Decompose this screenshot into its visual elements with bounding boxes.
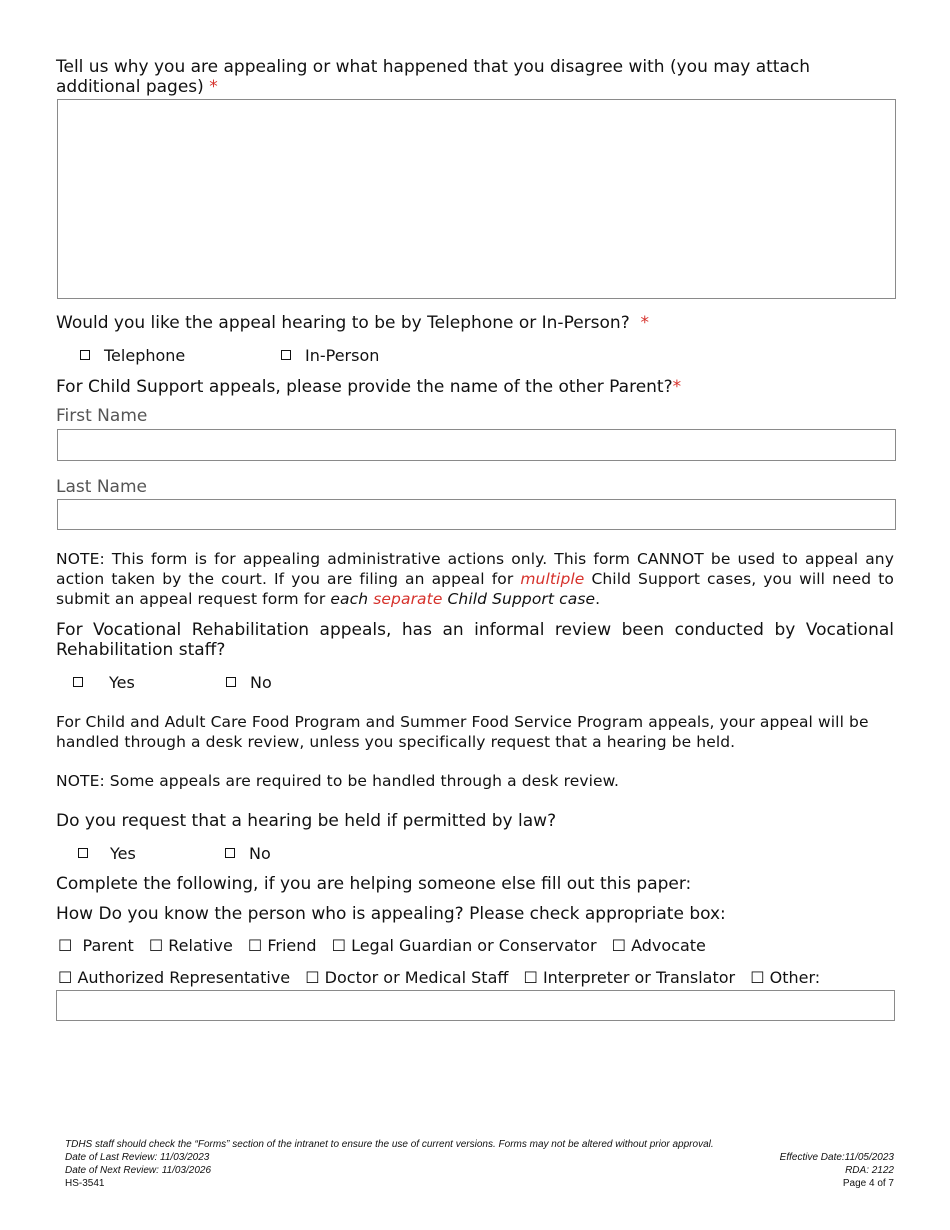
hearing-request-yes-option[interactable]: Yes	[78, 844, 136, 863]
relationship-doctor[interactable]: ☐ Doctor or Medical Staff	[305, 968, 509, 987]
voc-rehab-yes-option[interactable]: Yes	[73, 673, 135, 692]
desk-review-note: NOTE: Some appeals are required to be handled through a desk review.	[56, 772, 620, 790]
hearing-request-yes-checkbox[interactable]	[78, 848, 88, 858]
required-mark: *	[209, 77, 218, 97]
relationship-row-2	[58, 968, 830, 987]
relationship-friend[interactable]: ☐ Friend	[247, 936, 317, 955]
footer-form-number: HS-3541	[65, 1178, 105, 1189]
first-name-input[interactable]	[57, 429, 896, 461]
footer-notice: TDHS staff should check the “Forms” section of the intranet to ensure the use of current versions. Forms may not be altered without prior approval.	[65, 1139, 714, 1150]
in-person-option[interactable]: In-Person	[281, 346, 379, 365]
required-mark: *	[640, 313, 650, 333]
relationship-interpreter[interactable]: ☐ Interpreter or Translator	[523, 968, 736, 987]
relationship-other[interactable]: ☐ Other:	[750, 968, 821, 987]
hearing-request-question: Do you request that a hearing be held if permitted by law?	[56, 811, 557, 831]
first-name-label: First Name	[56, 406, 148, 426]
footer-page-number: Page 4 of 7	[842, 1178, 894, 1189]
footer-next-review: Date of Next Review: 11/03/2026	[65, 1165, 212, 1176]
court-note: NOTE: This form is for appealing administrative actions only. This form CANNOT be used to appeal any action taken by the court. If you are filing an appeal for multiple Child Support cases, you will need to submit an appeal request form for each separate Child Support case.	[56, 550, 894, 608]
relationship-row-1	[58, 936, 716, 955]
footer-last-review: Date of Last Review: 11/03/2023	[65, 1152, 210, 1163]
relationship-relative[interactable]: ☐ Relative	[148, 936, 233, 955]
in-person-checkbox[interactable]	[281, 350, 291, 360]
helper-question: How Do you know the person who is appealing? Please check appropriate box:	[56, 904, 726, 924]
last-name-input[interactable]	[57, 499, 896, 530]
telephone-checkbox[interactable]	[80, 350, 90, 360]
relationship-legal-guardian[interactable]: ☐ Legal Guardian or Conservator	[331, 936, 597, 955]
telephone-option[interactable]: Telephone	[80, 346, 185, 365]
footer-rda: RDA: 2122	[845, 1165, 894, 1176]
hearing-request-no-checkbox[interactable]	[225, 848, 235, 858]
hearing-request-no-option[interactable]: No	[225, 844, 271, 863]
last-name-label: Last Name	[56, 477, 147, 497]
child-support-question: For Child Support appeals, please provide the name of the other Parent?*	[56, 377, 682, 397]
voc-rehab-no-option[interactable]: No	[226, 673, 272, 692]
food-program-text: For Child and Adult Care Food Program and Summer Food Service Program appeals, your appeal will be handled through a desk review, unless you specifically request that a hearing be held.	[56, 713, 869, 751]
other-relationship-input[interactable]	[56, 990, 895, 1021]
hearing-type-question: Would you like the appeal hearing to be by Telephone or In-Person? *	[56, 313, 650, 333]
relationship-parent[interactable]: ☐ Parent	[58, 936, 134, 955]
appeal-reason-question: Tell us why you are appealing or what happened that you disagree with (you may attach additional pages) *	[56, 57, 810, 97]
required-mark: *	[672, 377, 682, 397]
voc-rehab-yes-checkbox[interactable]	[73, 677, 83, 687]
footer-effective-date: Effective Date:11/05/2023	[779, 1152, 894, 1163]
relationship-advocate[interactable]: ☐ Advocate	[611, 936, 706, 955]
helper-intro: Complete the following, if you are helping someone else fill out this paper:	[56, 874, 692, 894]
voc-rehab-question: For Vocational Rehabilitation appeals, has an informal review been conducted by Vocational Rehabilitation staff?	[56, 620, 894, 660]
appeal-reason-textarea[interactable]	[57, 99, 896, 299]
relationship-authorized-rep[interactable]: ☐ Authorized Representative	[58, 968, 291, 987]
voc-rehab-no-checkbox[interactable]	[226, 677, 236, 687]
